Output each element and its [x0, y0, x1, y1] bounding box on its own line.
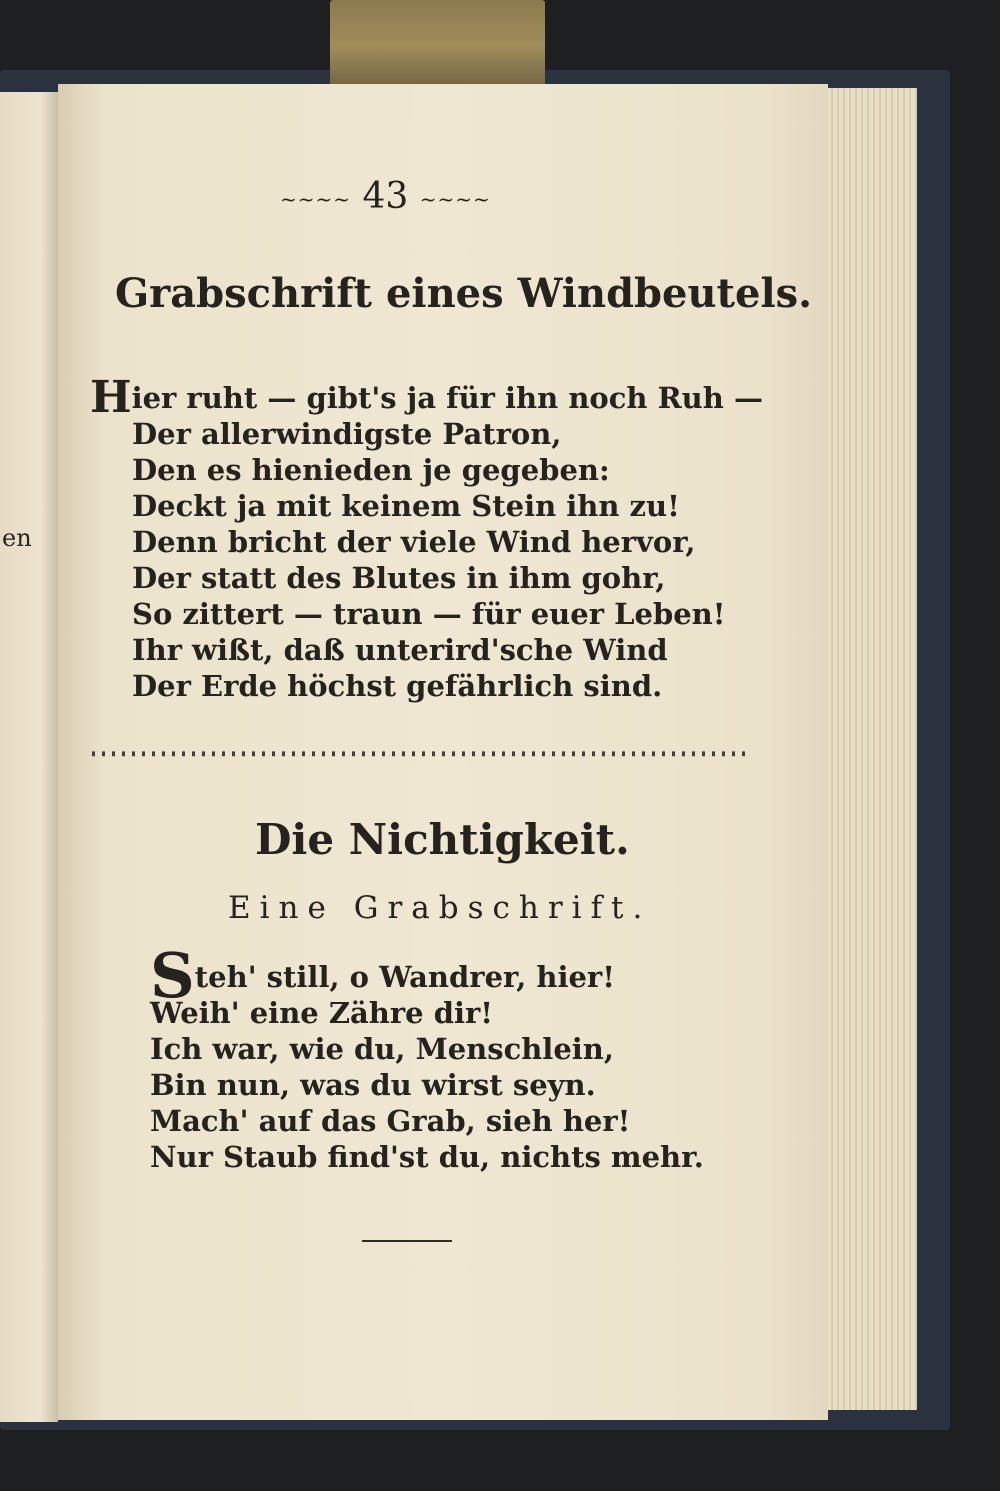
- ornament-right: ~~~~: [419, 187, 491, 211]
- left-page-fragment: en: [2, 524, 32, 552]
- poem2-line-6: Nur Staub find'st du, nichts mehr.: [150, 1140, 704, 1174]
- poem2-line-4: Bin nun, was du wirst seyn.: [150, 1068, 596, 1102]
- ribbon-bookmark: [330, 0, 545, 92]
- poem2-title: Die Nichtigkeit.: [255, 815, 630, 864]
- poem1-line-3: Den es hienieden je gegeben:: [132, 453, 610, 487]
- poem2-line-3: Ich war, wie du, Menschlein,: [150, 1032, 614, 1066]
- page-number: 43: [362, 176, 409, 217]
- poem2-line-2: Weih' eine Zähre dir!: [150, 996, 494, 1030]
- poem1-title: Grabschrift eines Windbeutels.: [115, 270, 813, 317]
- page-number-line: [280, 176, 491, 217]
- poem2-line-1: Steh' still, o Wandrer, hier!: [150, 939, 615, 1012]
- poem1-line-2: Der allerwindigste Patron,: [132, 417, 562, 451]
- ornament-left: ~~~~: [280, 187, 352, 211]
- poem1-body: [90, 372, 763, 704]
- poem1-line-4: Deckt ja mit keinem Stein ihn zu!: [132, 489, 680, 523]
- poem1-dropcap: H: [90, 372, 132, 423]
- poem1-line-5: Denn bricht der viele Wind hervor,: [132, 525, 696, 559]
- end-rule: [362, 1240, 452, 1242]
- poem1-line-9: Der Erde höchst gefährlich sind.: [132, 669, 663, 703]
- poem2-dropcap: S: [150, 939, 195, 1012]
- poem2-line-5: Mach' auf das Grab, sieh her!: [150, 1104, 631, 1138]
- left-page: [0, 92, 58, 1422]
- poem2-subtitle: Eine Grabschrift.: [228, 890, 652, 926]
- poem1-line-7: So zittert — traun — für euer Leben!: [132, 597, 726, 631]
- poem1-line-8: Ihr wißt, daß unterird'sche Wind: [132, 633, 668, 667]
- poem1-line-6: Der statt des Blutes in ihm gohr,: [132, 561, 666, 595]
- poem1-line-1: Hier ruht — gibt's ja für ihn noch Ruh —: [90, 372, 763, 423]
- poem2-body: [150, 939, 704, 1175]
